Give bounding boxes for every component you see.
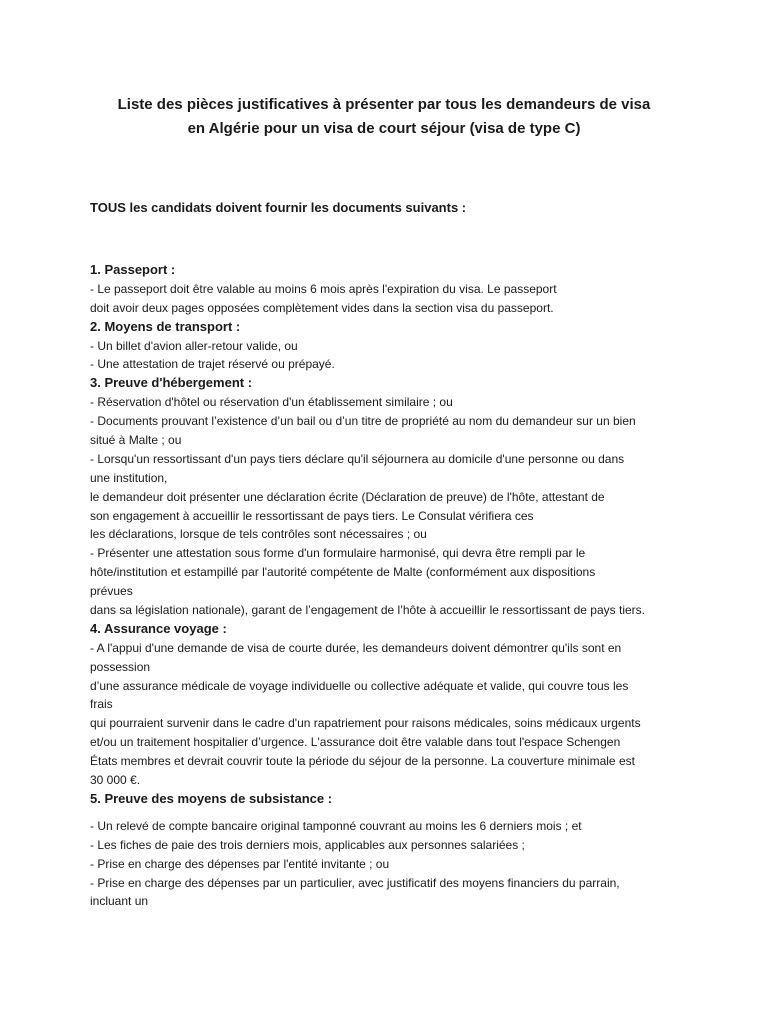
section-heading: 2. Moyens de transport :: [90, 318, 241, 334]
title-line-2: en Algérie pour un visa de court séjour (visa de type C): [187, 120, 581, 137]
section-line: - Les fiches de paie des trois derniers mois, applicables aux personnes salariées ;: [90, 837, 525, 852]
section-passeport: [90, 261, 690, 318]
section-line: - Prise en charge des dépenses par l'entité invitante ; ou: [90, 856, 390, 871]
spacer: [90, 809, 690, 817]
section-line: situé à Malte ; ou: [90, 433, 182, 448]
page-title: [0, 93, 768, 141]
section-line: - Une attestation de trajet réservé ou prépayé.: [90, 357, 335, 372]
section-line: prévues: [90, 584, 133, 599]
section-line: les déclarations, lorsque de tels contrôles sont nécessaires ; ou: [90, 527, 427, 542]
section-line: - A l'appui d'une demande de visa de courte durée, les demandeurs doivent démontrer qu'ils sont en: [90, 640, 622, 655]
title-line-1: Liste des pièces justificatives à présenter par tous les demandeurs de visa: [117, 96, 651, 113]
section-line: incluant un: [90, 894, 149, 909]
section-line: et/ou un traitement hospitalier d’urgence. L'assurance doit être valable dans tout l'espace Schengen: [90, 735, 621, 750]
section-line: frais: [90, 697, 113, 712]
section-line: - Le passeport doit être valable au moins 6 mois après l'expiration du visa. Le passeport: [90, 281, 557, 296]
section-line: - Réservation d'hôtel ou réservation d'un établissement similaire ; ou: [90, 395, 453, 410]
section-line: États membres et devrait couvrir toute la période du séjour de la personne. La couverture minimale est: [90, 754, 635, 769]
section-heading: 5. Preuve des moyens de subsistance :: [90, 790, 333, 806]
section-line: - Documents prouvant l’existence d’un bail ou d’un titre de propriété au nom du demandeur sur un bien: [90, 414, 636, 429]
section-line: - Prise en charge des dépenses par un particulier, avec justificatif des moyens financiers du parrain,: [90, 875, 620, 890]
section-assurance-voyage: [90, 620, 690, 790]
section-line: hôte/institution et estampillé par l'autorité compétente de Malte (conformément aux dispositions: [90, 565, 596, 580]
section-line: possession: [90, 659, 151, 674]
section-line: son engagement à accueillir le ressortissant de pays tiers. Le Consulat vérifiera ces: [90, 508, 534, 523]
section-line: - Un billet d'avion aller-retour valide, ou: [90, 338, 298, 353]
section-preuve-hebergement: [90, 374, 690, 620]
section-moyens-de-subsistance: [90, 790, 690, 911]
section-line: 30 000 €.: [90, 773, 141, 788]
section-line: doit avoir deux pages opposées complètement vides dans la section visa du passeport.: [90, 300, 554, 315]
section-line: - Présenter une attestation sous forme d'un formulaire harmonisé, qui devra être rempli par le: [90, 546, 586, 561]
section-heading: 4. Assurance voyage :: [90, 620, 227, 636]
section-line: le demandeur doit présenter une déclaration écrite (Déclaration de preuve) de l'hôte, attestant de: [90, 489, 605, 504]
document-body: [90, 261, 690, 911]
section-moyens-de-transport: [90, 318, 690, 375]
section-line: - Lorsqu'un ressortissant d'un pays tiers déclare qu'il séjournera au domicile d'une personne ou dans: [90, 451, 625, 466]
intro-text: TOUS les candidats doivent fournir les documents suivants :: [90, 200, 467, 215]
section-line: d’une assurance médicale de voyage individuelle ou collective adéquate et valide, qui couvre tous les: [90, 678, 629, 693]
section-line: - Un relevé de compte bancaire original tamponné couvrant au moins les 6 derniers mois ; et: [90, 818, 582, 833]
section-heading: 3. Preuve d'hébergement :: [90, 375, 253, 391]
section-line: qui pourraient survenir dans le cadre d'un rapatriement pour raisons médicales, soins médicaux urgents: [90, 716, 641, 731]
section-line: une institution,: [90, 470, 168, 485]
section-line: dans sa législation nationale), garant de l’engagement de l’hôte à accueillir le ressortissant de pays tiers.: [90, 603, 645, 618]
section-heading: 1. Passeport :: [90, 262, 176, 277]
